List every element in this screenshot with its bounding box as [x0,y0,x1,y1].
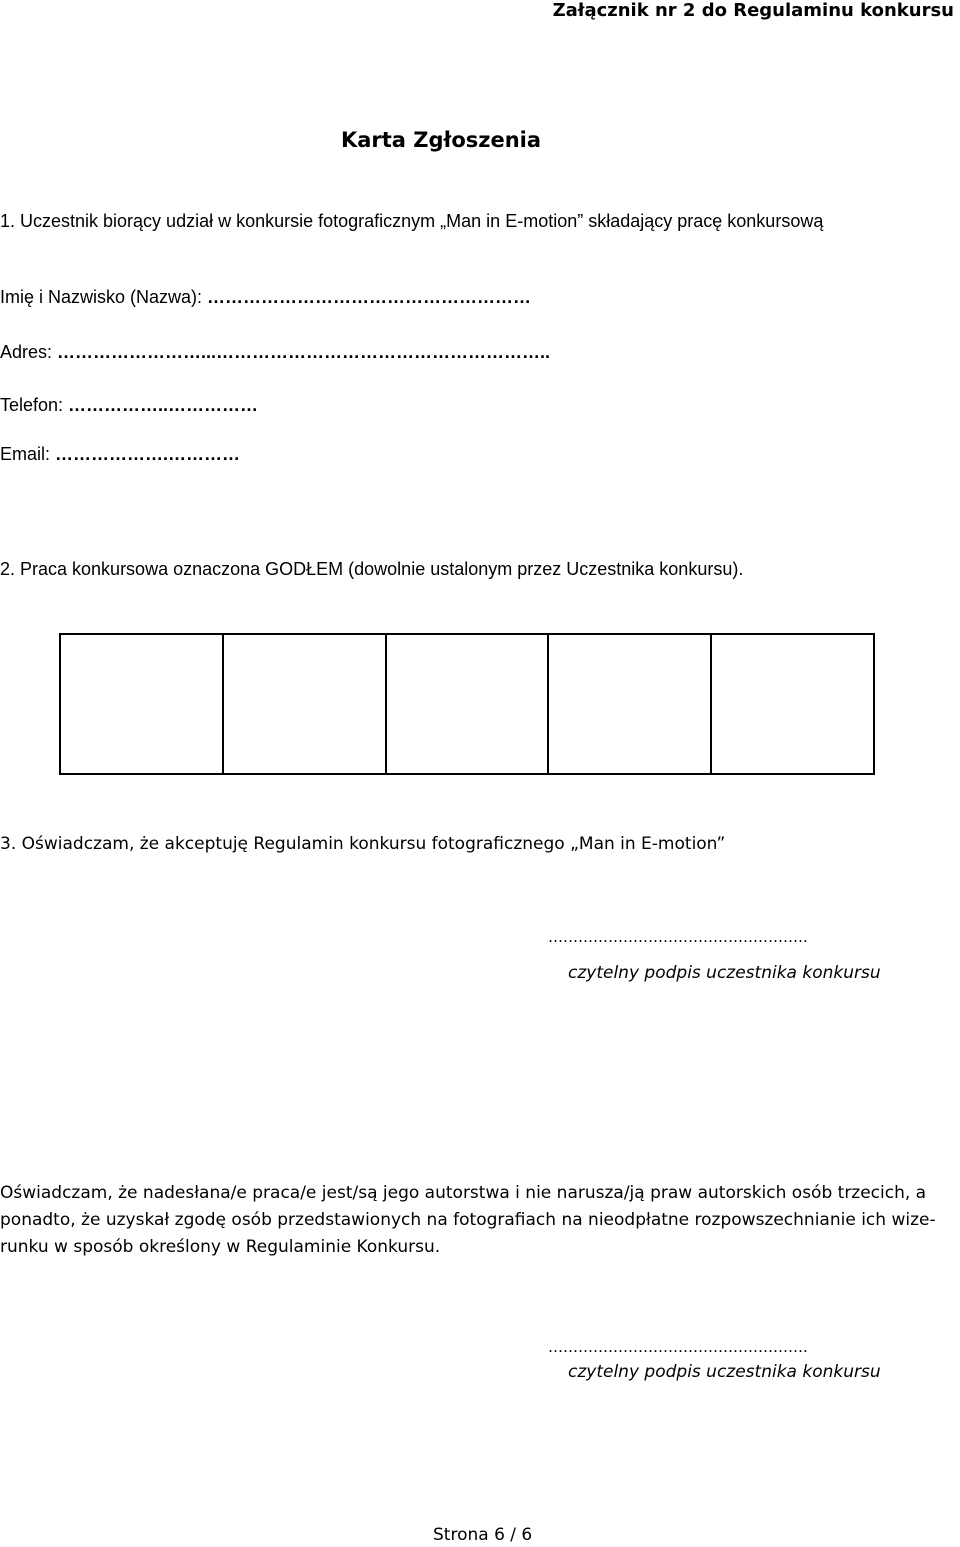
phone-field [0,395,258,416]
godlo-box-5[interactable] [712,635,873,773]
signature-2-label: czytelny podpis uczestnika konkursu [568,1362,881,1382]
authorship-declaration [0,1180,958,1261]
email-field [0,444,240,465]
godlo-boxes [59,633,875,775]
attachment-label: Załącznik nr 2 do Regulaminu konkursu [552,0,954,21]
page-number: Strona 6 / 6 [433,1525,533,1545]
section-3-statement: 3. Oświadczam, że akceptuję Regulamin konkursu fotograficznego „Man in E-motion” [0,834,726,854]
signature-1-line: ……………………………………………. [548,928,808,946]
godlo-box-1[interactable] [61,635,224,773]
address-label: Adres: [0,342,58,362]
section-2-heading: 2. Praca konkursowa oznaczona GODŁEM (dowolnie ustalonym przez Uczestnika konkursu). [0,559,744,579]
name-dots: ……………………………………………… [207,287,532,307]
godlo-box-3[interactable] [387,635,550,773]
phone-dots: ……………..…………… [68,395,259,415]
email-label: Email: [0,444,56,464]
email-dots: ……………….………… [55,444,241,464]
godlo-box-4[interactable] [549,635,712,773]
signature-1-label: czytelny podpis uczestnika konkursu [568,963,881,983]
declaration-line-3: runku w sposób określony w Regulaminie Konkursu. [0,1237,441,1257]
name-field [0,287,531,308]
section-1-heading: 1. Uczestnik biorący udział w konkursie fotograficznym „Man in E-motion” składający pracę konkursową [0,211,824,231]
declaration-line-2: ponadto, że uzyskał zgodę osób przedstawionych na fotografiach na nieodpłatne rozpowszechnianie ich wize- [0,1210,936,1230]
declaration-line-1: Oświadczam, że nadesłana/e praca/e jest/są jego autorstwa i nie narusza/ją praw autorskich osób trzecich, a [0,1183,927,1203]
signature-2-line: ……………………………………………. [548,1338,808,1356]
address-dots: ……………………...……………………………………………….. [57,342,551,362]
address-field [0,342,550,363]
name-label: Imię i Nazwisko (Nazwa): [0,287,208,307]
godlo-box-2[interactable] [224,635,387,773]
page-title: Karta Zgłoszenia [340,128,542,152]
phone-label: Telefon: [0,395,69,415]
